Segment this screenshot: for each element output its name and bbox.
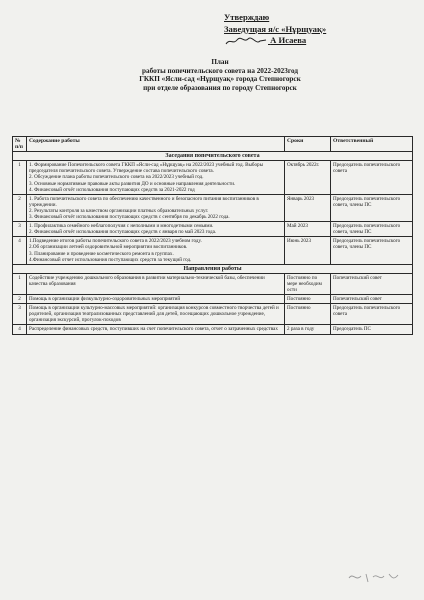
row-num: 3 <box>13 222 27 237</box>
row-num: 4 <box>13 237 27 264</box>
row-num: 2 <box>13 194 27 221</box>
approval-line-3: А Исаева <box>270 35 307 45</box>
row-dates: Июнь 2023 <box>285 237 331 264</box>
header-content: Содержание работы <box>27 137 285 152</box>
table-row <box>13 222 413 237</box>
table-row <box>13 161 413 194</box>
row-item: 3. Планирование и проведение косметического ремонта в группах. <box>29 250 174 257</box>
signature-mark <box>224 37 268 46</box>
document-title <box>60 58 380 92</box>
row-item: 2. Финансовый отчёт использования поступающих средств с января по май 2023 года. <box>29 229 217 236</box>
row-responsible: Председатель ПС <box>331 325 413 334</box>
row-content: Распределение финансовых средств, поступивших на счет попечительского совета, отчет о затраченных средствах <box>27 325 285 334</box>
row-responsible: Председатель попечительского совета, члены ПС <box>331 194 413 221</box>
row-item: 4. Финансовый отчёт использования поступающих средств за 2021-2022 год <box>29 186 195 193</box>
row-num: 3 <box>13 304 27 325</box>
row-item: 1. Формирование Попечительского совета ГККП «Ясли-сад «Нұрщуақ» на 2022/2023 учебный год. Выборы председателя попечительского совета. Утверждение состава попечительского совета. <box>29 162 264 175</box>
title-line-4: при отделе образования по городу Степногорск <box>143 83 297 92</box>
header-num: № п/п <box>13 137 27 152</box>
row-content <box>27 161 285 194</box>
row-item: 1. Работа попечительского совета по обеспечению качественного и безопасного питания воспитанников в учреждении. <box>29 195 259 208</box>
row-responsible: Председатель попечительского совета <box>331 161 413 194</box>
title-line-3: ГККП «Ясли-сад «Нұрщуақ» города Степногорск <box>139 75 301 84</box>
title-line-2: работы попечительского совета на 2022-2023год <box>142 66 298 75</box>
row-item: 4.Финансовый отчет использования поступающих средств за текущий год. <box>29 256 192 263</box>
row-item: 2.Об организации летней оздоровительной мероприятии воспитанников. <box>29 244 188 251</box>
row-dates: Постоянно по мере необходим ости <box>285 273 331 294</box>
row-num: 1 <box>13 273 27 294</box>
table-row <box>13 304 413 325</box>
row-num: 1 <box>13 161 27 194</box>
row-content: Содействие учреждению дошкольного образования в развитии материально-технической базы, обеспечении качества образования <box>27 273 285 294</box>
section-row-meetings <box>13 152 413 161</box>
table-row <box>13 237 413 264</box>
row-num: 2 <box>13 295 27 304</box>
row-dates: Октябрь 2022г. <box>285 161 331 194</box>
row-content <box>27 194 285 221</box>
approval-block <box>224 12 420 47</box>
row-responsible: Попечительский совет <box>331 295 413 304</box>
row-dates: Постоянно <box>285 295 331 304</box>
plan-table <box>12 136 413 335</box>
section-title-meetings: Заседания попечительского совета <box>13 152 413 161</box>
table-row <box>13 273 413 294</box>
title-line-1: План <box>211 58 229 66</box>
table-row <box>13 295 413 304</box>
row-dates: Постоянно <box>285 304 331 325</box>
row-item: 3. Основные нормативные правовые акты развития ДО и основные направления деятельности. <box>29 180 236 187</box>
row-dates: 2 раза в году <box>285 325 331 334</box>
row-content <box>27 222 285 237</box>
section-title-directions: Направления работы <box>13 264 413 273</box>
section-row-directions <box>13 264 413 273</box>
approval-line-2: Заведущая я/с «Нұрщуақ» <box>224 23 327 34</box>
row-item: 3. Финансовый отчёт использования поступающих средств с сентября по декабрь 2022 года. <box>29 214 230 221</box>
row-item: 2. Результаты контроля за качеством организации платных образовательных услуг. <box>29 207 209 214</box>
table-header-row <box>13 137 413 152</box>
row-responsible: Председатель попечительского совета, члены ПС <box>331 237 413 264</box>
row-responsible: Председатель попечительского совета, члены ПС <box>331 222 413 237</box>
row-num: 4 <box>13 325 27 334</box>
row-item: 2. Обсуждение плана работы попечительского совета на 2022/2023 учебный год. <box>29 174 204 181</box>
row-item: 1.Подведение итогов работы попечительского совета в 2022/2023 учебном году. <box>29 238 202 245</box>
row-content: Помощь в организации культурно-массовых мероприятий: организация конкурсов совместного творчества детей и родителей, организация театрализованных представлений для детей, посещающих дошкольное учреждение, организация экскурсий, прогулок-походов <box>27 304 285 325</box>
header-responsible: Ответственный <box>331 137 413 152</box>
row-responsible: Председатель попечительского совета <box>331 304 413 325</box>
header-dates: Сроки <box>285 137 331 152</box>
row-content: Помощь в организации физкультурно-оздоровительных мероприятий <box>27 295 285 304</box>
row-responsible: Попечительский совет <box>331 273 413 294</box>
approval-line-1: Утверждаю <box>224 12 270 22</box>
handwritten-mark <box>346 568 402 586</box>
row-content <box>27 237 285 264</box>
row-dates: Май 2023 <box>285 222 331 237</box>
table-row <box>13 194 413 221</box>
row-dates: Январь 2023 <box>285 194 331 221</box>
table-row <box>13 325 413 334</box>
row-item: 1. Профилактика семейного неблагополучия с неполными и многодетными семьями. <box>29 223 214 230</box>
